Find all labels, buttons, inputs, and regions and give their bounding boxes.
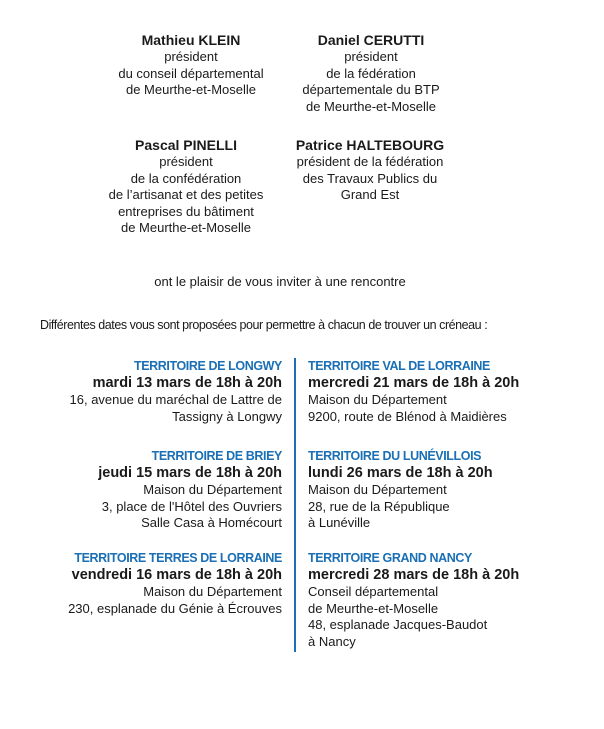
- signatory-mathieu-klein: [96, 32, 286, 99]
- signatory-title: entreprises du bâtiment: [118, 203, 254, 219]
- event-terres-de-lorraine: [20, 550, 282, 617]
- signatory-title: de la confédération: [130, 170, 242, 186]
- event-date: mercredi 28 mars de 18h à 20h: [308, 567, 520, 583]
- event-address: Conseil départemental: [308, 584, 439, 599]
- signatory-name: Mathieu KLEIN: [141, 32, 241, 48]
- event-date: mercredi 21 mars de 18h à 20h: [308, 375, 520, 391]
- event-lunevillois: [308, 448, 588, 532]
- signatory-title: de l’artisanat et des petites: [108, 187, 264, 202]
- signatory-title: des Travaux Publics du: [302, 170, 438, 186]
- event-address: 28, rue de la République: [308, 498, 450, 514]
- signatory-title: de Meurthe-et-Moselle: [305, 98, 437, 114]
- event-territory: TERRITOIRE TERRES DE LORRAINE: [74, 551, 282, 565]
- event-address: de Meurthe-et-Moselle: [308, 600, 439, 616]
- event-territory: TERRITOIRE DE LONGWY: [133, 359, 282, 373]
- signatory-title: du conseil départemental: [118, 65, 264, 81]
- signatory-pascal-pinelli: [86, 137, 286, 237]
- event-address: à Lunéville: [308, 515, 371, 530]
- event-date: jeudi 15 mars de 18h à 20h: [98, 465, 282, 481]
- event-territory: TERRITOIRE DU LUNÉVILLOIS: [308, 449, 482, 463]
- event-val-de-lorraine: [308, 358, 588, 425]
- event-address: Tassigny à Longwy: [172, 408, 282, 424]
- dates-intro: Différentes dates vous sont proposées pour permettre à chacun de trouver un créneau :: [40, 318, 488, 332]
- signatory-title: président: [344, 49, 398, 64]
- event-address: 230, esplanade du Génie à Écrouves: [68, 600, 282, 616]
- signatory-title: de la fédération: [326, 65, 416, 81]
- signatory-patrice-haltebourg: [270, 137, 470, 204]
- event-address: Salle Casa à Homécourt: [141, 515, 282, 530]
- event-address: à Nancy: [308, 633, 356, 649]
- event-address: Maison du Département: [308, 392, 447, 407]
- signatory-name: Daniel CERUTTI: [317, 32, 425, 48]
- event-territory: TERRITOIRE DE BRIEY: [151, 449, 282, 463]
- event-date: lundi 26 mars de 18h à 20h: [308, 465, 493, 481]
- event-date: vendredi 16 mars de 18h à 20h: [71, 567, 282, 583]
- event-address: Maison du Département: [143, 584, 282, 599]
- signatory-title: départementale du BTP: [302, 82, 440, 97]
- event-address: Maison du Département: [143, 482, 282, 497]
- signatory-title: de Meurthe-et-Moselle: [120, 220, 252, 235]
- signatory-name: Patrice HALTEBOURG: [295, 137, 445, 153]
- event-date: mardi 13 mars de 18h à 20h: [92, 375, 282, 391]
- signatory-title: de Meurthe-et-Moselle: [125, 82, 257, 97]
- signatory-daniel-cerutti: [276, 32, 466, 115]
- signatory-title: président: [164, 49, 218, 64]
- event-address: 9200, route de Blénod à Maidières: [308, 408, 507, 424]
- event-address: 3, place de l'Hôtel des Ouvriers: [101, 498, 282, 514]
- event-address: Maison du Département: [308, 482, 447, 497]
- signatory-name: Pascal PINELLI: [135, 137, 237, 153]
- event-grand-nancy: [308, 550, 588, 650]
- event-address: 16, avenue du maréchal de Lattre de: [69, 392, 282, 407]
- event-longwy: [20, 358, 282, 425]
- signatory-title: président: [159, 154, 213, 169]
- column-divider: [294, 358, 296, 652]
- event-address: 48, esplanade Jacques-Baudot: [308, 617, 488, 632]
- event-briey: [20, 448, 282, 532]
- invite-text: ont le plaisir de vous inviter à une rencontre: [154, 274, 406, 289]
- event-territory: TERRITOIRE VAL DE LORRAINE: [308, 359, 490, 373]
- signatory-title: président de la fédération: [296, 154, 444, 169]
- signatory-title: Grand Est: [340, 187, 400, 202]
- event-territory: TERRITOIRE GRAND NANCY: [308, 551, 472, 565]
